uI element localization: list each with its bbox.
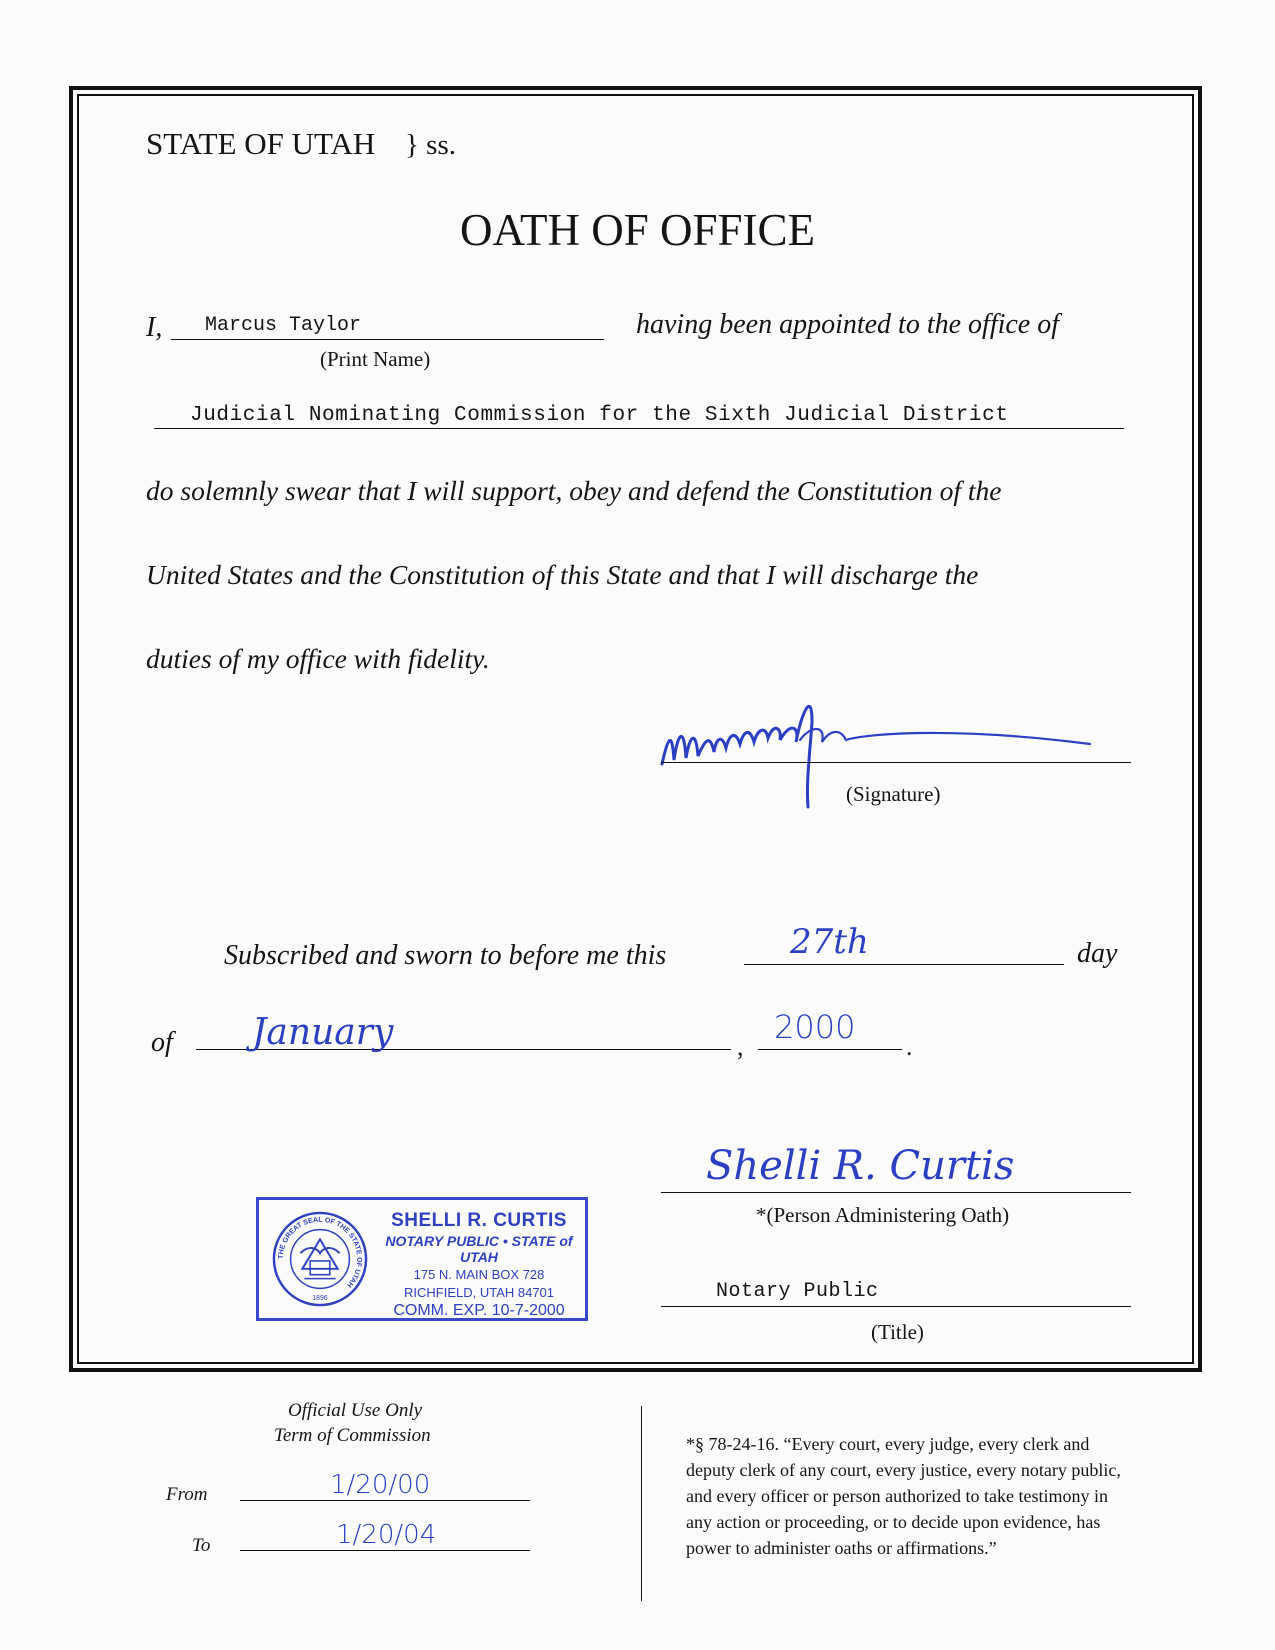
stamp-address-1: 175 N. MAIN BOX 728	[413, 1267, 545, 1282]
i-label: I,	[146, 312, 163, 343]
oath-line-2: United States and the Constitution of this State and that I will discharge the	[146, 559, 979, 590]
month-field[interactable]: January	[252, 1012, 394, 1053]
title-line	[661, 1306, 1131, 1307]
title-caption: (Title)	[871, 1320, 924, 1344]
office-field[interactable]: Judicial Nominating Commission for the Sixth Judicial District	[190, 404, 1009, 427]
from-line	[240, 1500, 530, 1501]
year-period: .	[906, 1032, 913, 1061]
administrator-signature: Shelli R. Curtis	[706, 1143, 1015, 1189]
section-divider	[641, 1406, 642, 1601]
administrator-line	[661, 1192, 1131, 1193]
stamp-expiration: COMM. EXP. 10-7-2000	[393, 1302, 565, 1319]
oath-line-3: duties of my office with fidelity.	[146, 643, 490, 674]
administrator-caption: *(Person Administering Oath)	[756, 1203, 1010, 1227]
signature-line	[661, 762, 1131, 763]
stamp-address-2: RICHFIELD, UTAH 84701	[403, 1285, 555, 1300]
from-field[interactable]: 1/20/00	[330, 1470, 431, 1500]
year-field[interactable]: 2000	[774, 1008, 856, 1046]
day-line	[744, 964, 1064, 965]
office-line	[154, 428, 1124, 429]
to-line	[240, 1550, 530, 1551]
statute-line-5: power to administer oaths or affirmations.”	[686, 1538, 997, 1558]
state-heading	[146, 126, 456, 162]
ss-label: } ss.	[405, 129, 457, 161]
page-title: OATH OF OFFICE	[459, 205, 816, 255]
from-label: From	[166, 1484, 208, 1505]
statute-line-4: any action or proceeding, or to decide upon evidence, has	[686, 1512, 1101, 1532]
name-field[interactable]: Marcus Taylor	[205, 314, 362, 337]
day-field[interactable]: 27th	[790, 922, 869, 962]
to-field[interactable]: 1/20/04	[336, 1520, 437, 1550]
notary-stamp	[256, 1197, 588, 1321]
state-name: STATE OF UTAH	[146, 126, 376, 161]
signature-caption: (Signature)	[846, 782, 941, 806]
stamp-text-block	[377, 1210, 581, 1320]
appointed-text: having been appointed to the office of	[636, 309, 1060, 340]
to-label: To	[192, 1535, 211, 1556]
of-label: of	[151, 1027, 173, 1058]
seal-year: 1896	[312, 1295, 328, 1303]
stamp-subtitle: NOTARY PUBLIC • STATE of UTAH	[385, 1233, 573, 1265]
stamp-name: SHELLI R. CURTIS	[391, 1210, 567, 1231]
official-heading: Official Use Only	[288, 1400, 423, 1421]
term-heading: Term of Commission	[274, 1425, 431, 1446]
year-line	[758, 1049, 902, 1050]
title-field[interactable]: Notary Public	[716, 1280, 879, 1303]
statute-line-1: *§ 78-24-16. “Every court, every judge, every clerk and	[686, 1434, 1090, 1454]
month-comma: ,	[737, 1032, 744, 1061]
name-line	[171, 339, 604, 340]
statute-line-2: deputy clerk of any court, every justice, every notary public,	[686, 1460, 1121, 1480]
state-seal-icon	[271, 1210, 369, 1308]
oath-line-1: do solemnly swear that I will support, obey and defend the Constitution of the	[146, 475, 1002, 506]
statute-line-3: and every officer or person authorized to take testimony in	[686, 1486, 1109, 1506]
name-caption: (Print Name)	[320, 347, 431, 371]
day-suffix: day	[1077, 938, 1118, 969]
sworn-prefix: Subscribed and sworn to before me this	[224, 940, 667, 971]
seal-text: THE GREAT SEAL OF THE STATE OF UTAH	[277, 1216, 363, 1289]
